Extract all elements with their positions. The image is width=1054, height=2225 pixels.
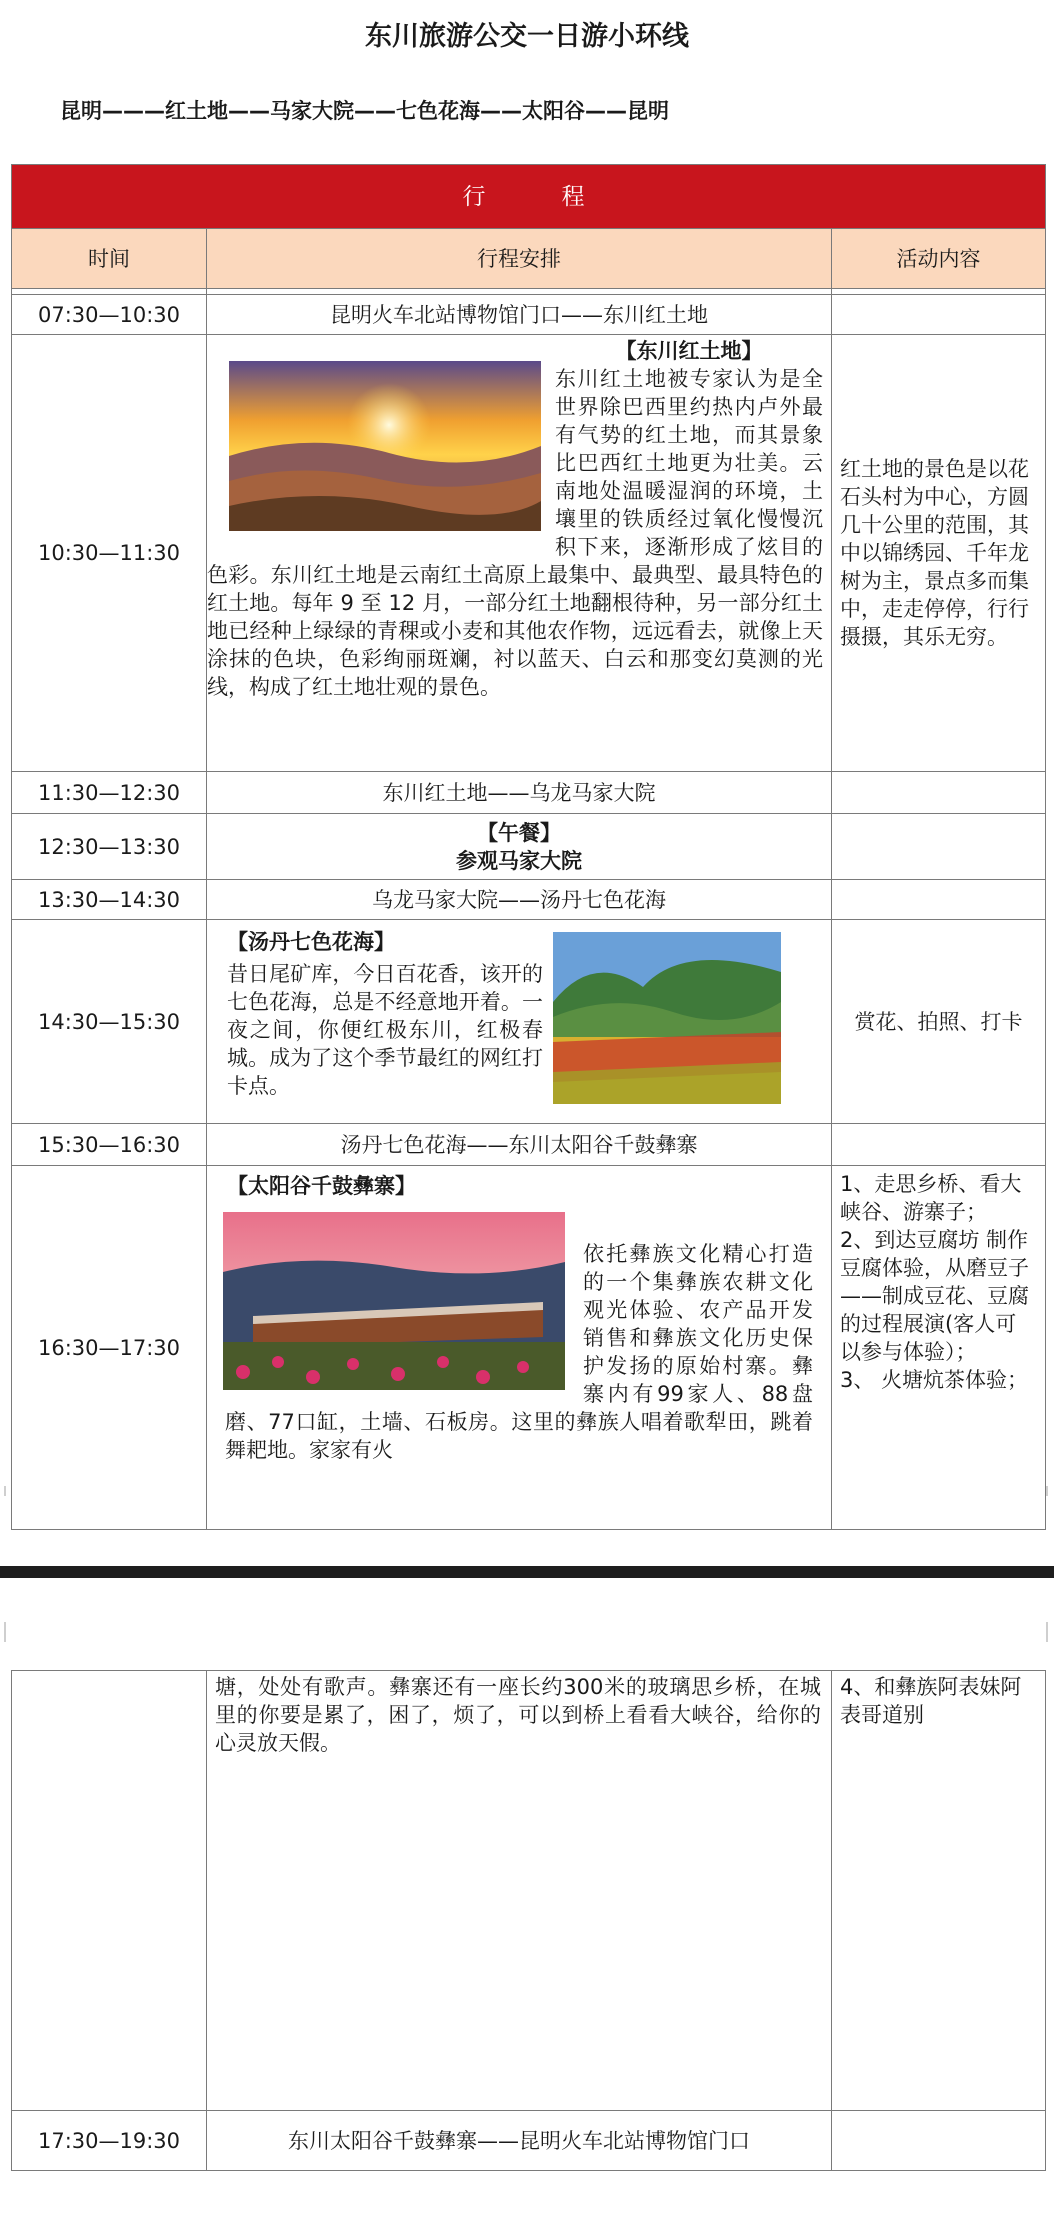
section-text: 塘，处处有歌声。彝寨还有一座长约300米的玻璃思乡桥，在城里的你要是累了，困了，烦了，可以到桥上看看大峡谷，给你的心灵放天假。 — [215, 1675, 821, 1755]
activity-list: 1、走思乡桥、看大峡谷、游寨子； 2、到达豆腐坊 制作豆腐体验，从磨豆子——制成豆花、豆腐 的过程展演(客人可以参与体验）； 3、 火塘炕茶体验； — [840, 1172, 1029, 1392]
route-line: 昆明———红土地——马家大院——七色花海——太阳谷——昆明 — [60, 99, 669, 123]
plan-cell — [207, 1166, 832, 1530]
activity-cell — [832, 880, 1046, 920]
flower-sea-photo — [553, 932, 781, 1104]
section-heading: 【太阳谷千鼓彝寨】 — [227, 1174, 416, 1198]
header-time: 时间 — [12, 229, 207, 289]
activity-cell — [832, 1124, 1046, 1166]
activity-cell: 赏花、拍照、打卡 — [832, 920, 1046, 1124]
activity-cell — [832, 2111, 1046, 2171]
time-cell: 16:30—17:30 — [12, 1166, 207, 1530]
header-plan: 行程安排 — [207, 229, 832, 289]
page-corner-mark — [4, 1622, 6, 1642]
plan-cell — [207, 1671, 832, 2111]
table-row — [12, 814, 1046, 880]
itinerary-banner: 行 程 — [12, 165, 1046, 229]
lunch-label: 【午餐】 — [477, 820, 561, 845]
page-corner-mark — [1046, 1622, 1048, 1642]
itinerary-table — [11, 164, 1046, 1530]
time-cell: 15:30—16:30 — [12, 1124, 207, 1166]
time-cell — [12, 1671, 207, 2111]
activity-cell — [832, 1166, 1046, 1530]
section-text: 依托彝族文化精心打造的一个集彝族农耕文化观光体验、农产品开发销售和彝族文化历史保护发扬的原始村寨。彝寨内有99家人、88盘磨、77口缸，土墙、石板房。这里的彝族人唱着歌犁田，跳着舞耙地。家家有火 — [225, 1242, 813, 1462]
time-cell: 11:30—12:30 — [12, 772, 207, 814]
table-row — [12, 880, 1046, 920]
table-row — [12, 772, 1046, 814]
visit-label: 参观马家大院 — [456, 848, 582, 873]
section-heading: 【汤丹七色花海】 — [227, 930, 395, 954]
plan-cell: 东川太阳谷千鼓彝寨——昆明火车北站博物馆门口 — [207, 2111, 832, 2171]
page-title: 东川旅游公交一日游小环线 — [365, 21, 689, 52]
page-corner-mark — [1046, 1486, 1048, 1496]
header-activity: 活动内容 — [832, 229, 1046, 289]
time-cell: 10:30—11:30 — [12, 335, 207, 772]
red-soil-photo — [229, 361, 541, 531]
plan-cell: 汤丹七色花海——东川太阳谷千鼓彝寨 — [207, 1124, 832, 1166]
activity-cell: 4、和彝族阿表妹阿表哥道别 — [832, 1671, 1046, 2111]
time-cell: 13:30—14:30 — [12, 880, 207, 920]
table-row — [12, 335, 1046, 772]
table-row — [12, 920, 1046, 1124]
itinerary-table-continued — [11, 1670, 1046, 2171]
page-break-divider — [0, 1566, 1054, 1578]
page-corner-mark — [4, 1486, 6, 1496]
plan-cell — [207, 335, 832, 772]
sun-valley-photo — [223, 1212, 565, 1390]
section-text: 昔日尾矿库，今日百花香，该开的七色花海，总是不经意地开着。一夜之间，你便红极东川，红极春城。成为了这个季节最红的网红打卡点。 — [227, 962, 543, 1098]
plan-cell — [207, 814, 832, 880]
time-cell: 17:30—19:30 — [12, 2111, 207, 2171]
section-text: 东川红土地被专家认为是全世界除巴西里约热内卢外最有气势的红土地，而其景象比巴西红土地更为壮美。云南地处温暖湿润的环境，土壤里的铁质经过氧化慢慢沉积下来，逐渐形成了炫目的色彩。东川红土地是云南红土高原上最集中、最典型、最具特色的红土地。每年 9 至 12 月，一部分红土地翻根待种，另一部分红土地已经种上绿绿的青稞或小麦和其他农作物，远远看去，就像上天涂抹的色块，色彩绚丽斑斓，衬以蓝天、白云和那变幻莫测的光线，构成了红土地壮观的景色。 — [207, 367, 823, 699]
table-row — [12, 1124, 1046, 1166]
activity-cell — [832, 772, 1046, 814]
activity-cell — [832, 295, 1046, 335]
time-cell: 14:30—15:30 — [12, 920, 207, 1124]
plan-cell: 乌龙马家大院——汤丹七色花海 — [207, 880, 832, 920]
section-heading: 【东川红土地】 — [615, 339, 763, 363]
time-cell: 12:30—13:30 — [12, 814, 207, 880]
table-row — [12, 1166, 1046, 1530]
plan-cell — [207, 920, 832, 1124]
table-row — [12, 2111, 1046, 2171]
plan-cell: 东川红土地——乌龙马家大院 — [207, 772, 832, 814]
table-row — [12, 1671, 1046, 2111]
table-row — [12, 295, 1046, 335]
plan-cell: 昆明火车北站博物馆门口——东川红土地 — [207, 295, 832, 335]
time-cell: 07:30—10:30 — [12, 295, 207, 335]
activity-cell: 红土地的景色是以花石头村为中心，方圆几十公里的范围，其中以锦绣园、千年龙树为主，景点多而集中，走走停停，行行摄摄，其乐无穷。 — [832, 335, 1046, 772]
activity-cell — [832, 814, 1046, 880]
